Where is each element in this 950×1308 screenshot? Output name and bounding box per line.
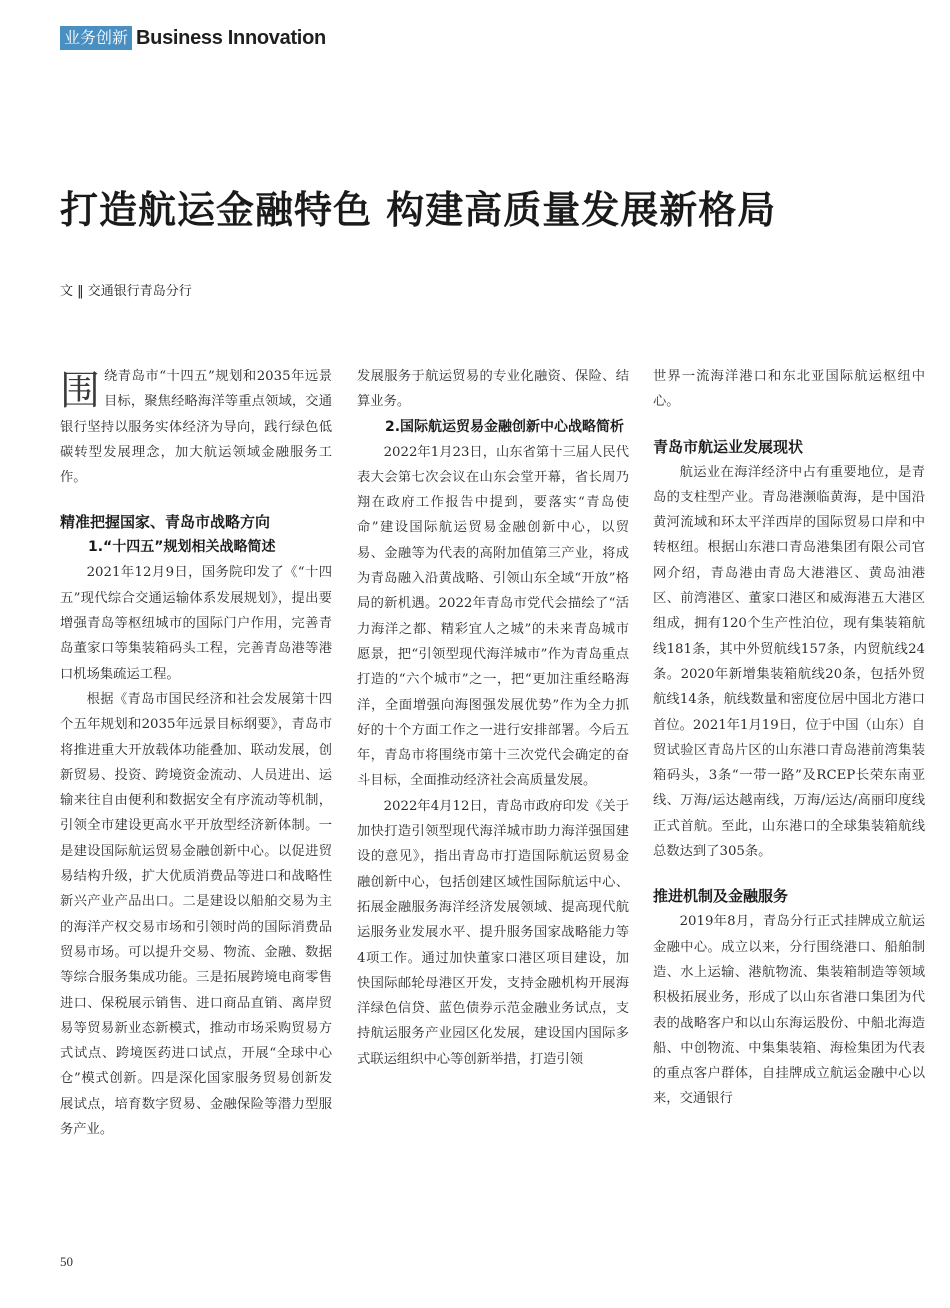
section1-subheading-2: 2.国际航运贸易金融创新中心战略简析 bbox=[385, 418, 625, 435]
section1-paragraph-3: 2022年1月23日，山东省第十三届人民代表大会第七次会议在山东会堂开幕，省长周乃翔在政府工作报告中提到，要落实“青岛使命”建设国际航运贸易金融创新中心，以贸易、金融等为代表的高附加值第三产业，将成为青岛融入沿黄战略、引领山东全域“开放”格局的新机遇。2022年青岛市党代会描绘了“活力海洋之都、精彩宜人之城”的未来青岛城市愿景，把“引领型现代海洋城市”作为青岛重点打造的“六个城市”之一，把“更加注重经略海洋，全面增强向海图强发展优势”作为全力抓好的十个方面工作之一进行安排部署。今后五年，青岛市将围绕市第十三次党代会确定的奋斗目标，全面推动经济社会高质量发展。 bbox=[357, 444, 629, 789]
intro-paragraph bbox=[60, 364, 332, 490]
column-2 bbox=[357, 364, 629, 1072]
dropcap: 围 bbox=[60, 368, 100, 414]
section1-paragraph-2-cont: 发展服务于航运贸易的专业化融资、保险、结算业务。 bbox=[357, 369, 629, 410]
section1-paragraph-1: 2021年12月9日，国务院印发了《“十四五”现代综合交通运输体系发展规划》，提出要增强青岛等枢纽城市的国际门户作用，完善青岛董家口等集装箱码头工程，完善青岛港等港口机场集疏运工程。 bbox=[60, 565, 332, 682]
section-tag-en: Business Innovation bbox=[136, 26, 326, 49]
byline: 文 ‖ 交通银行青岛分行 bbox=[60, 284, 192, 299]
section-tag bbox=[60, 24, 326, 52]
column-1 bbox=[60, 364, 332, 1142]
section-tag-cn: 业务创新 bbox=[60, 26, 132, 50]
section2-paragraph-1: 航运业在海洋经济中占有重要地位，是青岛的支柱型产业。青岛港濒临黄海，是中国沿黄河流域和环太平洋西岸的国际贸易口岸和中转枢纽。根据山东港口青岛港集团有限公司官网介绍，青岛港由青岛大港港区、黄岛油港区、前湾港区、董家口港区和威海港五大港区组成，拥有120个生产性泊位，现有集装箱航线181条，其中外贸航线157条，内贸航线24条。2020年新增集装箱航线20条，包括外贸航线14条，航线数量和密度位居中国北方港口首位。2021年1月19日，位于中国（山东）自贸试验区青岛片区的山东港口青岛港前湾集装箱码头，3条“一带一路”及RCEP长荣东南亚线、万海/运达越南线，万海/运达/高丽印度线正式首航。至此，山东港口的全球集装箱航线总数达到了305条。 bbox=[653, 464, 925, 860]
article-title: 打造航运金融特色 构建高质量发展新格局 bbox=[60, 188, 777, 232]
section3-paragraph-1: 2019年8月，青岛分行正式挂牌成立航运金融中心。成立以来，分行围绕港口、船舶制造、水上运输、港航物流、集装箱制造等领域积极拓展业务，形成了以山东省港口集团为代表的战略客户和以山东海运股份、中船北海造船、中创物流、中集集装箱、海检集团为代表的重点客户群体，自挂牌成立航运金融中心以来，交通银行 bbox=[653, 914, 925, 1107]
column-3 bbox=[653, 364, 925, 1112]
section1-paragraph-4: 2022年4月12日，青岛市政府印发《关于加快打造引领型现代海洋城市助力海洋强国建设的意见》，指出青岛市打造国际航运贸易金融创新中心，包括创建区域性国际航运中心、拓展金融服务海洋经济发展领域、提高现代航运服务业发展水平、提升服务国家战略能力等4项工作。通过加快董家口港区项目建设，加快国际邮轮母港区开发，支持金融机构开展海洋绿色信贷、蓝色债券示范金融业务试点，支持航运服务产业园区化发展，建设国内国际多式联运组织中心等创新举措，打造引领 bbox=[357, 798, 629, 1067]
intro-text: 绕青岛市“十四五”规划和2035年远景目标，聚焦经略海洋等重点领域，交通银行坚持以服务实体经济为导向，践行绿色低碳转型发展理念，加大航运领域金融服务工作。 bbox=[60, 369, 332, 486]
section1-heading: 精准把握国家、青岛市战略方向 bbox=[60, 513, 271, 532]
section3-heading: 推进机制及金融服务 bbox=[653, 887, 789, 906]
section1-paragraph-4-cont: 世界一流海洋港口和东北亚国际航运枢纽中心。 bbox=[653, 369, 925, 410]
page-number: 50 bbox=[60, 1254, 73, 1269]
section1-subheading-1: 1.“十四五”规划相关战略简述 bbox=[88, 539, 276, 556]
section1-paragraph-2: 根据《青岛市国民经济和社会发展第十四个五年规划和2035年远景目标纲要》，青岛市将推进重大开放载体功能叠加、联动发展，创新贸易、投资、跨境资金流动、人员进出、运输来往自由便利和数据安全有序流动等机制，引领全市建设更高水平开放型经济新体制。一是建设国际航运贸易金融创新中心。以促进贸易结构升级，扩大优质消费品等进口和战略性新兴产业产品出口。二是建设以船舶交易为主的海洋产权交易市场和引领时尚的国际消费品贸易市场。可以提升交易、物流、金融、数据等综合服务集成功能。三是拓展跨境电商零售进口、保税展示销售、进口商品直销、离岸贸易等贸易新业态新模式，推动市场采购贸易方式试点、跨境医药进口试点，开展“全球中心仓”模式创新。四是深化国家服务贸易创新发展试点，培育数字贸易、金融保险等潜力型服务产业。 bbox=[60, 691, 332, 1138]
section2-heading: 青岛市航运业发展现状 bbox=[653, 437, 804, 456]
